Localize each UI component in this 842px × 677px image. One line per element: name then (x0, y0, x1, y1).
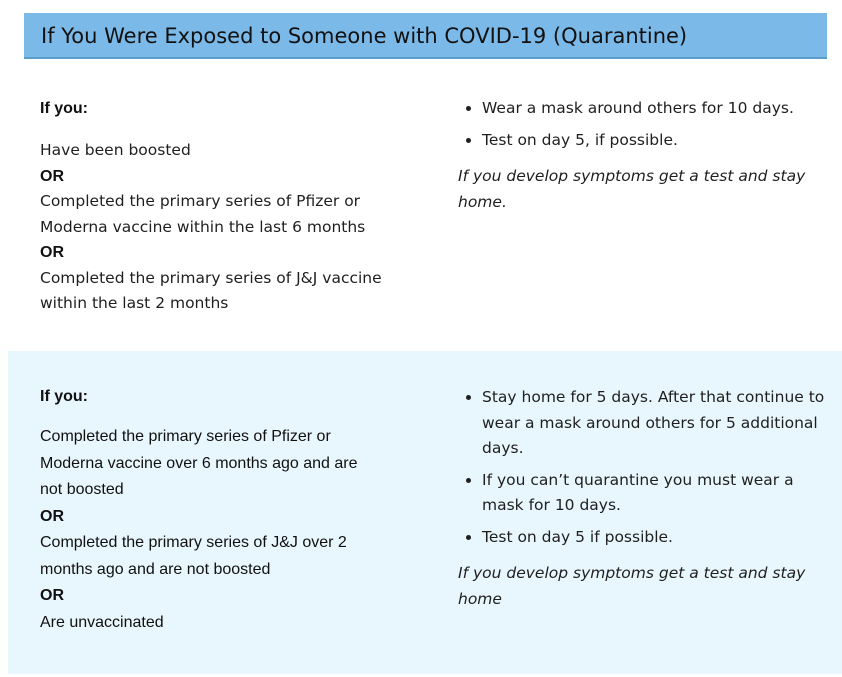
condition-line: Completed the primary series of Pfizer or (40, 428, 331, 445)
condition-line: not boosted (40, 481, 124, 498)
symptoms-note: If you develop symptoms get a test and stay home. (458, 167, 806, 211)
or-separator: OR (40, 507, 64, 525)
recommendations-column (458, 96, 828, 215)
recommendations-column (458, 385, 828, 612)
conditions-column (40, 100, 415, 317)
condition-line: Completed the primary series of J&J vaccine (40, 268, 382, 287)
condition-line: Completed the primary series of Pfizer or (40, 192, 361, 210)
conditions-list (40, 424, 415, 636)
not-fully-vaccinated-section (8, 351, 842, 674)
page-title: If You Were Exposed to Someone with COVID-19 (Quarantine) (41, 24, 688, 48)
if-you-heading: If you: (40, 100, 88, 117)
recommendations-list (458, 96, 828, 153)
condition-line: Are unvaccinated (40, 613, 164, 631)
condition-line: Completed the primary series of J&J over 2 (40, 534, 347, 551)
conditions-list (40, 138, 415, 317)
condition-line: Moderna vaccine within the last 6 months (40, 217, 366, 236)
recommendation-item: • Test on day 5, if possible. (482, 128, 828, 154)
or-separator: OR (40, 587, 64, 604)
if-you-heading: If you: (40, 388, 88, 405)
recommendation-item: • Test on day 5 if possible. (482, 525, 828, 551)
recommendation-item: • Wear a mask around others for 10 days. (482, 96, 828, 122)
condition-line: Moderna vaccine over 6 months ago and are (40, 454, 358, 472)
conditions-column (40, 388, 415, 636)
recommendations-list (458, 385, 828, 550)
recommendation-item: • Stay home for 5 days. After that continue to wear a mask around others for 5 additional days. (482, 385, 828, 462)
condition-line: Have been boosted (40, 141, 191, 159)
condition-line: within the last 2 months (40, 294, 229, 312)
condition-line: months ago and are not boosted (40, 560, 271, 578)
or-separator: OR (40, 244, 64, 261)
recommendation-item: • If you can’t quarantine you must wear a mask for 10 days. (482, 468, 828, 519)
symptoms-note: If you develop symptoms get a test and stay home (458, 564, 806, 608)
or-separator: OR (40, 167, 64, 185)
fully-vaccinated-section (0, 80, 842, 348)
title-banner (24, 13, 827, 59)
